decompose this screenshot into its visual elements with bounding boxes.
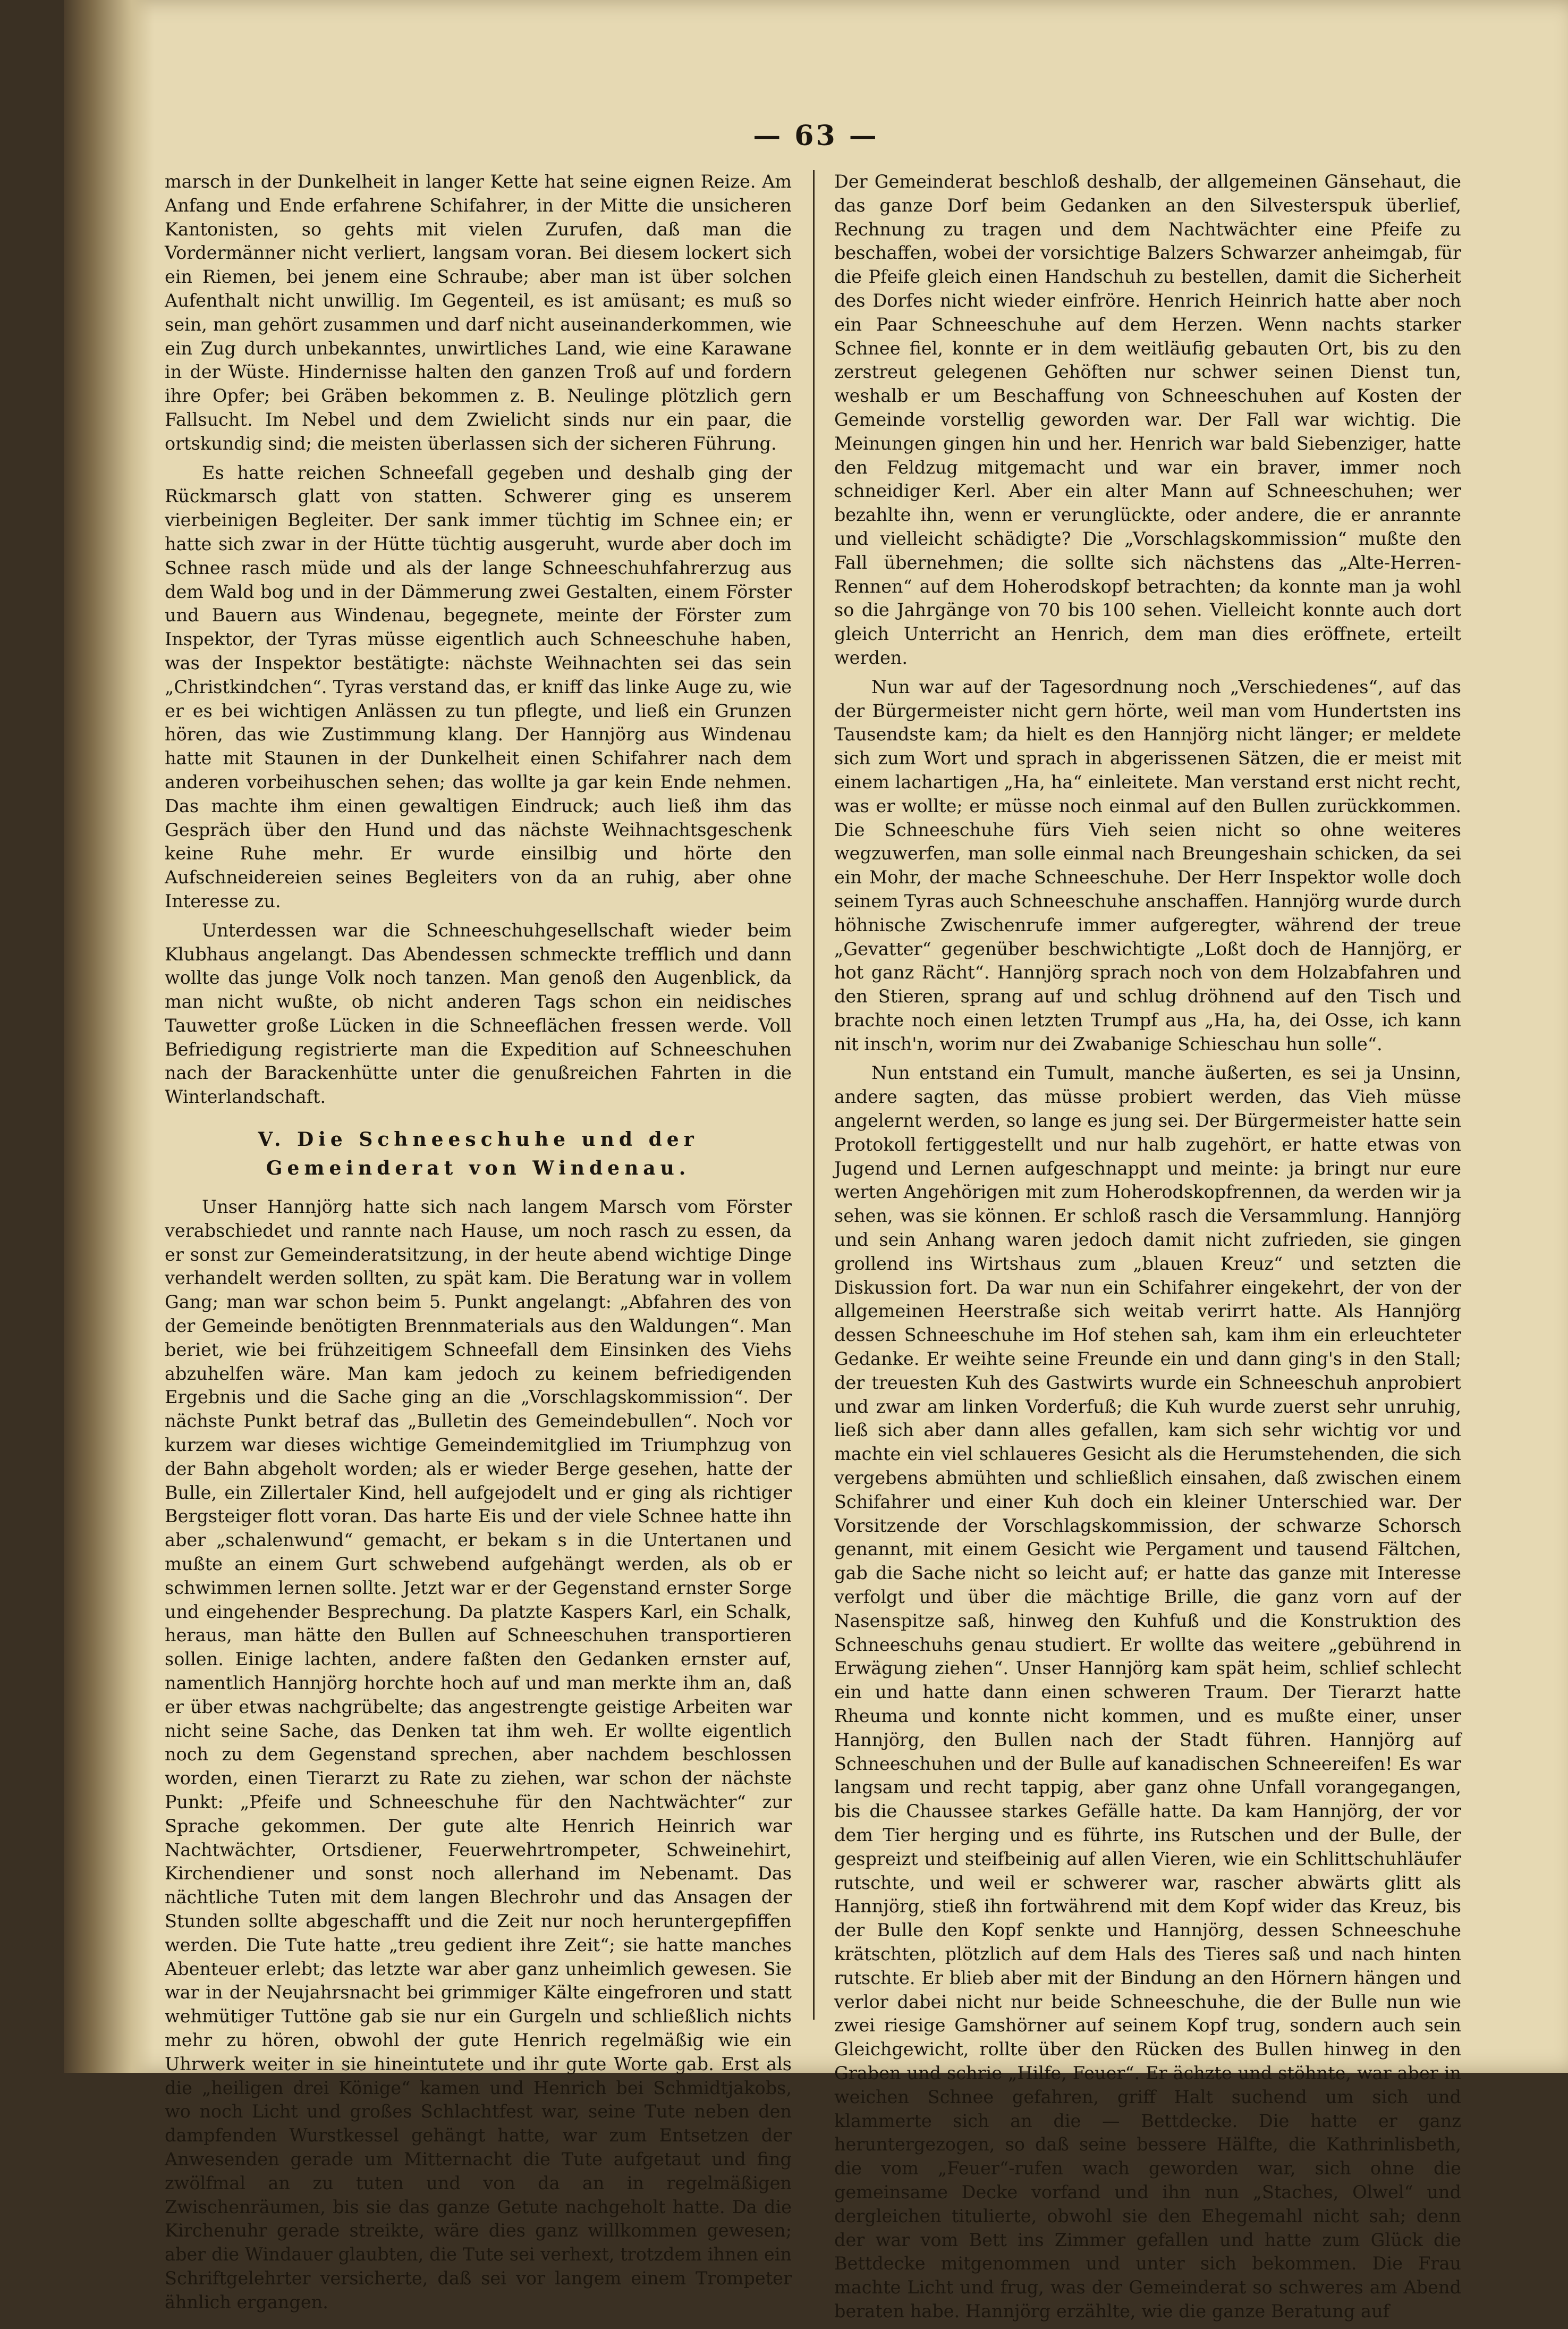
paragraph: Unser Hannjörg hatte sich nach langem Marsch vom Förster verabschiedet und rannte nach Hause, um noch rasch zu essen, da er sonst zur Gemeinderatsitzung, in der heute abend wichtige Dinge verhandelt werden sollten, zu spät kam. Die Beratung war in vollem Gang; man war schon beim 5. Punkt angelangt: „Abfahren des von der Gemeinde benötigten Brennmaterials aus den Waldungen“. Man beriet, wie bei frühzeitigem Schneefall dem Einsinken des Viehs abzuhelfen wäre. Man kam jedoch zu keinem befriedigenden Ergebnis und die Sache ging an die „Vorschlagskommission“. Der nächste Punkt betraf das „Bulletin des Gemeindebullen“. Noch vor kurzem war dieses wichtige Gemeindemitglied im Triumphzug von der Bahn abgeholt worden; als er wieder Berge gesehen, hatte der Bulle, ein Zillertaler Kind, hell aufgejodelt und er ging als richtiger Bergsteiger flott voran. Das harte Eis und der viele Schnee hatte ihn aber „schalenwund“ gemacht, er bekam s in die Untertanen und mußte an einem Gurt schwebend aufgehängt werden, als ob er schwimmen lernen sollte. Jetzt war er der Gegenstand ernster Sorge und eingehender Besprechung. Da platzte Kaspers Karl, ein Schalk, heraus, man hätte den Bullen auf Schneeschuhen transportieren sollen. Einige lachten, andere faßten den Gedanken ernster auf, namentlich Hannjörg horchte hoch auf und man merkte ihm an, daß er über etwas nachgrübelte; das angestrengte geistige Arbeiten war nicht seine Sache, das Denken tat ihm weh. Er wollte eigentlich noch zu dem Gegenstand sprechen, aber nachdem beschlossen worden, einen Tierarzt zu Rate zu ziehen, war schon der nächste Punkt: „Pfeife und Schneeschuhe für den Nachtwächter“ zur Sprache gekommen. Der gute alte Henrich Heinrich war Nachtwächter, Ortsdiener, Feuerwehrtrompeter, Schweinehirt, Kirchendiener und sonst noch allerhand im Nebenamt. Das nächtliche Tuten mit dem langen Blechrohr und das Ansagen der Stunden sollte abgeschafft und die Zeit nur noch heruntergepfiffen werden. Die Tute hatte „treu gedient ihre Zeit“; sie hatte manches Abenteuer erlebt; das letzte war aber ganz unheimlich gewesen. Sie war in der Neujahrsnacht bei grimmiger Kälte eingefroren und statt wehmütiger Tuttöne gab sie nur ein Gurgeln und schließlich nichts mehr zu hören, obwohl der gute Henrich regelmäßig wie ein Uhrwerk weiter in sie hineintutete und ihr gute Worte gab. Erst als die „heiligen drei Könige“ kamen und Henrich bei Schmidtjakobs, wo noch Licht und großes Schlachtfest war, seine Tute neben den dampfenden Wurstkessel gehängt hatte, war zum Entsetzen der Anwesenden gerade um Mitternacht die Tute aufgetaut und fing zwölfmal an zu tuten und von da an in regelmäßigen Zwischenräumen, bis sie das ganze Getute nachgeholt hatte. Da die Kirchenuhr gerade streikte, wäre dies ganz willkommen gewesen; aber die Windauer glaubten, die Tute sei verhext, trotzdem ihnen ein Schriftgelehrter versicherte, daß sei vor langem einem Trompeter ähnlich ergangen. — [165, 1196, 792, 2313]
column-divider — [813, 170, 815, 2020]
paragraph: Der Gemeinderat beschloß deshalb, der allgemeinen Gänsehaut, die das ganze Dorf beim Gedanken an den Silvesterspuk überlief, Rechnung zu tragen und dem Nachtwächter eine Pfeife zu beschaffen, wobei der vorsichtige Balzers Schwarzer anheimgab, für die Pfeife gleich einen Handschuh zu bestellen, damit die Sicherheit des Dorfes nicht wieder einfröre. Henrich Heinrich hatte aber noch ein Paar Schneeschuhe auf dem Herzen. Wenn nachts starker Schnee fiel, konnte er in dem weitläufig gebauten Ort, bis zu den zerstreut gelegenen Gehöften nur schwer seinen Dienst tun, weshalb er um Beschaffung von Schneeschuhen auf Kosten der Gemeinde vorstellig geworden war. Der Fall war wichtig. Die Meinungen gingen hin und her. Henrich war bald Siebenziger, hatte den Feldzug mitgemacht und war ein braver, immer noch schneidiger Kerl. Aber ein alter Mann auf Schneeschuhen; wer bezahlte ihn, wenn er verunglückte, oder andere, die er anrannte und vielleicht schädigte? Die „Vorschlagskommission“ mußte den Fall übernehmen; die sollte sich nächstens das „Alte-Herren-Rennen“ auf dem Hoherodskopf betrachten; da konnte man ja wohl so die Jahrgänge von 70 bis 100 sehen. Vielleicht konnte auch dort gleich Unterricht an Henrich, dem man dies eröffnete, erteilt werden. — [834, 171, 1461, 668]
right-column — [834, 170, 1461, 2329]
left-column — [165, 170, 792, 2320]
page-number: — 63 — — [753, 120, 879, 152]
section-title: V. Die Schneeschuhe und der Gemeinderat von Windenau. — [258, 1128, 699, 1180]
paragraph: Nun entstand ein Tumult, manche äußerten, es sei ja Unsinn, andere sagten, das müsse probiert werden, das Vieh müsse angelernt werden, so lange es jung sei. Der Bürgermeister hatte sein Protokoll fertiggestellt und nur halb zugehört, er hatte etwas von Jugend und Lernen aufgeschnappt und meinte: ja bringt nur eure werten Angehörigen mit zum Hoherodskopfrennen, da werden wir ja sehen, was sie können. Er schloß rasch die Versammlung. Hannjörg und sein Anhang waren jedoch damit nicht zufrieden, sie gingen grollend ins Wirtshaus zum „blauen Kreuz“ und setzten die Diskussion fort. Da war nun ein Schifahrer eingekehrt, der von der allgemeinen Heerstraße sich weitab verirrt hatte. Als Hannjörg dessen Schneeschuhe im Hof stehen sah, kam ihm ein erleuchteter Gedanke. Er weihte seine Freunde ein und dann ging's in den Stall; der treuesten Kuh des Gastwirts wurde ein Schneeschuh anprobiert und zwar am linken Vorderfuß; die Kuh wurde zuerst sehr unruhig, ließ sich aber dann alles gefallen, kam sich sehr wichtig vor und machte ein viel schlaueres Gesicht als die Herumstehenden, die sich vergebens abmühten und schließlich einsahen, daß zwischen einem Schifahrer und einer Kuh doch ein kleiner Unterschied war. Der Vorsitzende der Vorschlagskommission, der schwarze Schorsch genannt, mit einem Gesicht wie Pergament und tausend Fältchen, gab die Sache nicht so leicht auf; er hatte das ganze mit Interesse verfolgt und über die mächtige Brille, die ganz vorn auf der Nasenspitze saß, hinweg den Kuhfuß und die Konstruktion des Schneeschuhs genau studiert. Er wollte das weitere „gebührend in Erwägung ziehen“. Unser Hannjörg kam spät heim, schlief schlecht ein und hatte dann einen schweren Traum. Der Tierarzt hatte Rheuma und konnte nicht kommen, und es mußte einer, unser Hannjörg, den Bullen nach der Stadt führen. Hannjörg auf Schneeschuhen und der Bulle auf kanadischen Schneereifen! Es war langsam und recht tappig, aber ganz ohne Unfall vorangegangen, bis die Chaussee starkes Gefälle hatte. Da kam Hannjörg, der vor dem Tier herging und es führte, ins Rutschen und der Bulle, der gespreizt und steifbeinig auf allen Vieren, wie ein Schlittschuhläufer rutschte, und weil er schwerer war, rascher abwärts glitt als Hannjörg, stieß ihn fortwährend mit dem Kopf wider das Kreuz, bis der Bulle den Kopf senkte und Hannjörg, dessen Schneeschuhe krätschten, plötzlich auf dem Hals des Tieres saß und nach hinten rutschte. Er blieb aber mit der Bindung an den Hörnern hängen und verlor dabei nicht nur beide Schneeschuhe, die der Bulle nun wie zwei riesige Gamshörner auf seinem Kopf trug, sondern auch sein Gleichgewicht, rollte über den Rücken des Bullen hinweg in den Graben und schrie „Hilfe, Feuer“. Er ächzte und stöhnte, war aber in weichen Schnee gefahren, griff Halt suchend um sich und klammerte sich an die — Bettdecke. Die hatte er ganz heruntergezogen, so daß seine bessere Hälfte, die Kathrinlisbeth, die vom „Feuer“-rufen wach geworden war, sich ohne die gemeinsame Decke vorfand und ihn nun „Staches, Olwel“ und dergleichen titulierte, obwohl sie den Ehegemahl nicht sah; denn der war vom Bett ins Zimmer gefallen und hatte zum Glück die Bettdecke mitgenommen und unter sich bekommen. Die Frau machte Licht und frug, was der Gemeinderat so schweres am Abend beraten habe. Hannjörg erzählte, wie die ganze Beratung auf — [834, 1062, 1461, 2322]
binding-gutter — [64, 0, 154, 2073]
paragraph: Unterdessen war die Schneeschuhgesellschaft wieder beim Klubhaus angelangt. Das Abendessen schmeckte trefflich und dann wollte das junge Volk noch tanzen. Man genoß den Augenblick, da man nicht wußte, ob nicht anderen Tags schon ein neidisches Tauwetter große Lücken in die Schneeflächen fressen werde. Voll Befriedigung registrierte man die Expedition auf Schneeschuhen nach der Barackenhütte unter die genußreichen Fahrten in die Winterlandschaft. — [165, 919, 792, 1108]
paragraph: Nun war auf der Tagesordnung noch „Verschiedenes“, auf das der Bürgermeister nicht gern hörte, weil man vom Hundertsten ins Tausendste kam; da hielt es den Hannjörg nicht länger; er meldete sich zum Wort und sprach in abgerissenen Sätzen, die er meist mit einem lachartigen „Ha, ha“ einleitete. Man verstand erst nicht recht, was er wollte; er müsse noch einmal auf den Bullen zurückkommen. Die Schneeschuhe fürs Vieh seien nicht so ohne weiteres wegzuwerfen, man solle einmal nach Breungeshain schicken, da sei ein Mohr, der mache Schneeschuhe. Der Herr Inspektor wolle doch seinem Tyras auch Schneeschuhe anschaffen. Hannjörg wurde durch höhnische Zwischenrufe immer aufgeregter, während der treue „Gevatter“ gegenüber beschwichtigte „Loßt doch de Hannjörg, er hot ganz Rächt“. Hannjörg sprach noch von dem Holzabfahren und den Stieren, sprang auf und schlug dröhnend auf den Tisch und brachte noch einen letzten Trumpf aus „Ha, ha, dei Osse, ich kann nit insch'n, worim nur dei Zwabanige Schieschau hun solle“. — [834, 676, 1461, 1054]
paragraph: Es hatte reichen Schneefall gegeben und deshalb ging der Rückmarsch glatt von statten. Schwerer ging es unserem vierbeinigen Begleiter. Der sank immer tüchtig im Schnee ein; er hatte sich zwar in der Hütte tüchtig ausgeruht, wurde aber doch im Schnee rasch müde und als der lange Schneeschuhfahrerzug aus dem Wald bog und in der Dämmerung zwei Gestalten, einem Förster und Bauern aus Windenau, begegnete, meinte der Förster zum Inspektor, der Tyras müsse eigentlich auch Schneeschuhe haben, was der Inspektor bestätigte: nächste Weihnachten sei das sein „Christkindchen“. Tyras verstand das, er kniff das linke Auge zu, wie er es bei wichtigen Anlässen zu tun pflegte, und ließ ein Grunzen hören, das wie Zustimmung klang. Der Hannjörg aus Windenau hatte mit Staunen in der Dunkelheit einen Schifahrer nach dem anderen vorbeihuschen sehen; das wollte ja gar kein Ende nehmen. Das machte ihm einen gewaltigen Eindruck; auch ließ ihm das Gespräch über den Hund und das nächste Weihnachtsgeschenk keine Ruhe mehr. Er wurde einsilbig und hörte den Aufschneidereien seines Begleiters von da an ruhig, aber ohne Interesse zu. — [165, 462, 792, 912]
newspaper-page — [64, 0, 1568, 2322]
paragraph: marsch in der Dunkelheit in langer Kette hat seine eignen Reize. Am Anfang und Ende erfahrene Schifahrer, in der Mitte die unsicheren Kantonisten, so gehts mit vielen Zurufen, daß man die Vordermänner nicht verliert, langsam voran. Bei diesem lockert sich ein Riemen, bei jenem eine Schraube; aber man ist über solchen Aufenthalt nicht unwillig. Im Gegenteil, es ist amüsant; es muß so sein, man gehört zusammen und darf nicht auseinanderkommen, wie ein Zug durch unbekanntes, unwirtliches Land, wie eine Karawane in der Wüste. Hindernisse halten den ganzen Troß auf und fordern ihre Opfer; bei Gräben bekommen z. B. Neulinge plötzlich gern Fallsucht. Im Nebel und dem Zwielicht sinds nur ein paar, die ortskundig sind; die meisten überlassen sich der sicheren Führung. — [165, 171, 792, 454]
